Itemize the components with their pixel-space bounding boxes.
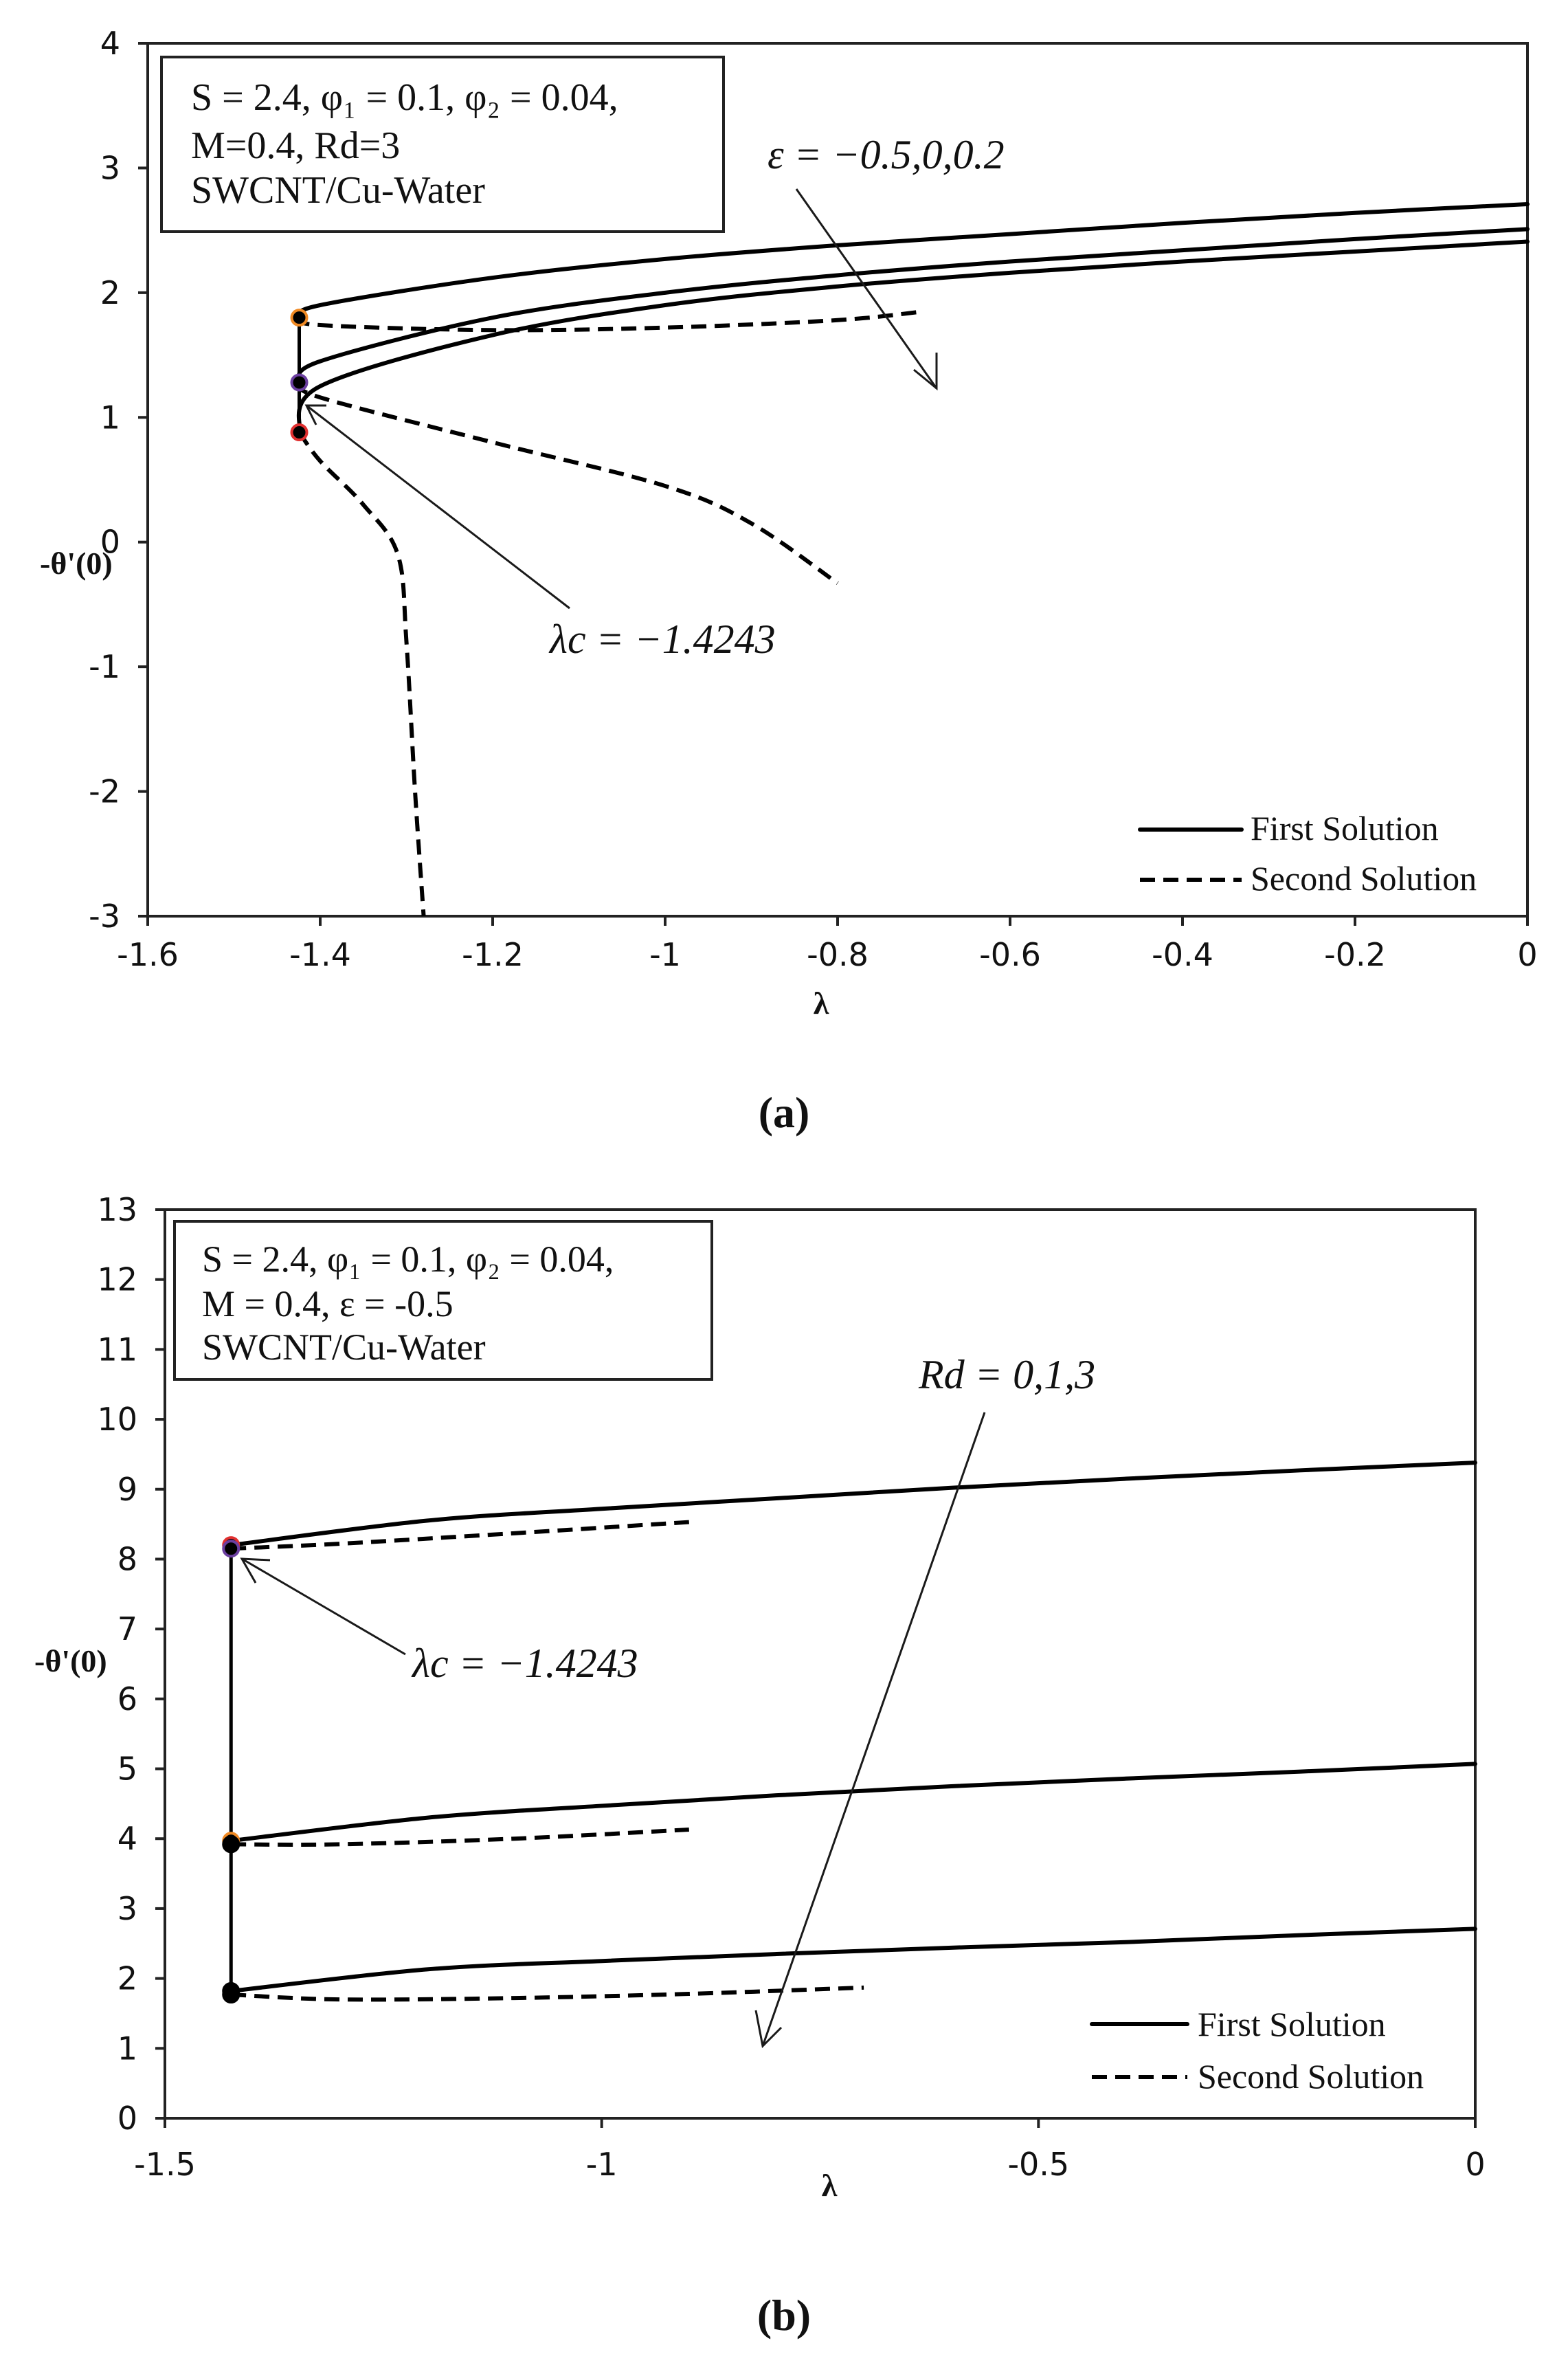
y-tick-label: 4	[117, 1820, 137, 1858]
first-solution-curve	[231, 1463, 1475, 1545]
x-tick-label: -1	[585, 2146, 618, 2183]
y-axis-title-b: -θ'(0)	[34, 1643, 107, 1678]
y-axis-title-a: -θ'(0)	[40, 546, 113, 581]
second-solution-curve	[300, 432, 424, 916]
y-tick-label: 7	[117, 1610, 137, 1648]
x-tick-label: -0.6	[979, 936, 1041, 973]
x-tick-label: -0.2	[1324, 936, 1386, 973]
second-solution-curve	[231, 1988, 864, 2000]
legend-first-solution: First Solution	[1198, 2005, 1386, 2043]
parameter-line-1: S = 2.4, φ₁ = 0.1, φ₂ = 0.04,	[202, 1239, 614, 1280]
critical-point-marker	[292, 425, 307, 440]
critical-lambda-arrow	[242, 1559, 405, 1654]
y-tick-label: 13	[97, 1191, 137, 1228]
x-tick-label: 0	[1465, 2146, 1486, 2183]
critical-lambda-annotation: λc = −1.4243	[412, 1641, 638, 1686]
y-axis-b	[97, 1191, 165, 2137]
parameter-line-2: M = 0.4, ε = -0.5	[202, 1283, 453, 1324]
parameter-line-3: SWCNT/Cu-Water	[202, 1326, 486, 1368]
y-tick-label: 3	[117, 1889, 137, 1927]
legend-b	[1092, 2005, 1424, 2096]
first-solution-curve	[231, 1929, 1475, 1991]
y-tick-label: 2	[117, 1959, 137, 1997]
chart-panel-b	[34, 1191, 1486, 2203]
x-axis-b	[134, 2118, 1486, 2183]
x-tick-label: 0	[1517, 936, 1538, 973]
chart-panel-a	[40, 25, 1538, 1021]
y-tick-label: 3	[100, 149, 120, 187]
x-tick-label: -1.2	[462, 936, 524, 973]
critical-point-marker	[223, 1541, 238, 1556]
x-axis-title-b: λ	[821, 2168, 838, 2203]
legend-first-solution: First Solution	[1251, 809, 1439, 847]
second-solution-curve	[299, 382, 838, 583]
y-tick-label: -1	[89, 648, 120, 686]
y-tick-label: 1	[117, 2030, 137, 2067]
x-axis-title-a: λ	[813, 986, 829, 1021]
y-tick-label: 12	[97, 1261, 137, 1298]
y-tick-label: 9	[117, 1470, 137, 1508]
epsilon-annotation: ε = −0.5,0,0.2	[768, 132, 1005, 177]
x-tick-label: -0.4	[1152, 936, 1213, 973]
legend-a	[1140, 809, 1477, 898]
y-tick-label: 5	[117, 1750, 137, 1788]
parameter-line-2: M=0.4, Rd=3	[191, 124, 401, 167]
y-tick-label: -2	[89, 773, 120, 810]
critical-lambda-arrow	[306, 406, 570, 608]
y-tick-label: 8	[117, 1540, 137, 1578]
x-axis-a	[117, 916, 1538, 973]
x-tick-label: -0.8	[807, 936, 869, 973]
legend-second-solution: Second Solution	[1251, 859, 1477, 898]
y-tick-label: 4	[100, 25, 120, 62]
x-tick-label: -1	[649, 936, 681, 973]
critical-point-marker	[292, 375, 307, 390]
rd-annotation: Rd = 0,1,3	[919, 1352, 1096, 1397]
parameter-line-3: SWCNT/Cu-Water	[191, 169, 485, 212]
y-tick-label: 1	[100, 399, 120, 436]
y-tick-label: 2	[100, 274, 120, 311]
y-axis-a	[89, 25, 148, 935]
y-tick-label: 0	[117, 2100, 137, 2137]
caption-b: (b)	[757, 2291, 811, 2340]
x-tick-label: -1.6	[117, 936, 179, 973]
y-tick-label: 0	[100, 523, 120, 561]
x-tick-label: -1.5	[134, 2146, 196, 2183]
parameter-line-1: S = 2.4, φ₁ = 0.1, φ₂ = 0.04,	[191, 76, 618, 119]
x-tick-label: -1.4	[289, 936, 351, 973]
critical-point-marker	[223, 1987, 238, 2002]
data-series-b	[223, 1463, 1475, 2002]
y-tick-label: 10	[97, 1401, 137, 1439]
y-tick-label: -3	[89, 898, 120, 935]
y-tick-label: 11	[97, 1331, 137, 1368]
y-tick-label: 6	[117, 1680, 137, 1718]
x-tick-label: -0.5	[1007, 2146, 1070, 2183]
critical-point-marker	[223, 1836, 238, 1852]
critical-point-marker	[292, 310, 307, 325]
legend-second-solution: Second Solution	[1198, 2057, 1424, 2096]
critical-lambda-annotation: λc = −1.4243	[550, 617, 776, 662]
first-solution-curve	[231, 1764, 1475, 1841]
caption-a: (a)	[758, 1088, 810, 1137]
